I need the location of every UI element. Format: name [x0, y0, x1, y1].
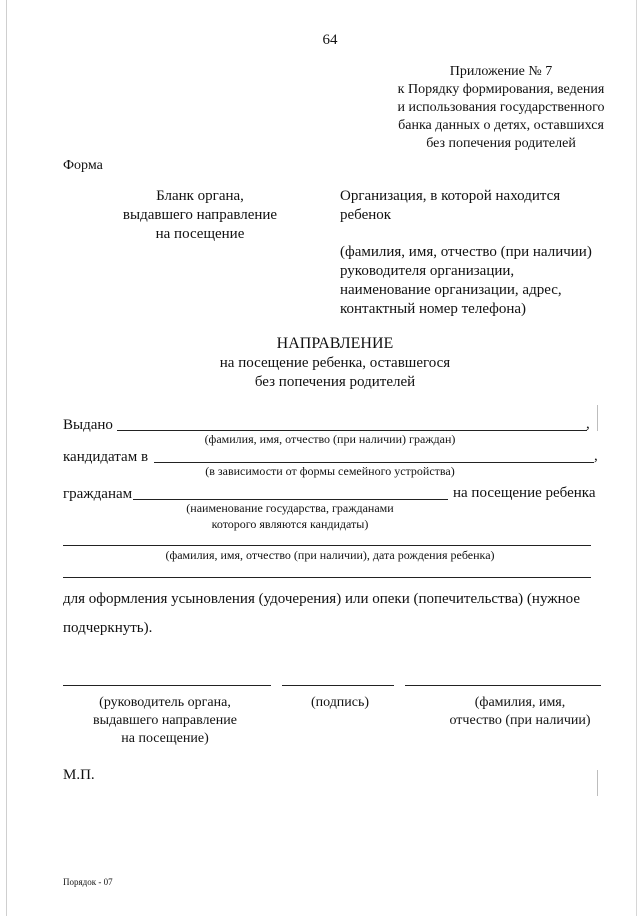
issuer-line: Бланк органа,: [156, 188, 244, 204]
recipient-line: руководителя организации,: [340, 263, 515, 279]
appendix-line: и использования государственного: [397, 100, 605, 115]
scan-right-edge: [636, 0, 637, 916]
document-title: [170, 334, 500, 392]
title-main: НАПРАВЛЕНИЕ: [276, 335, 394, 352]
signature-line[interactable]: [282, 685, 394, 686]
citizens-label: гражданам: [63, 486, 133, 502]
head-signature-line[interactable]: [63, 685, 271, 686]
name-caption-line: отчество (при наличии): [449, 713, 591, 728]
recipient-line: (фамилия, имя, отчество (при наличии): [340, 244, 592, 260]
recipient-line: ребенок: [340, 207, 392, 223]
title-sub: без попечения родителей: [254, 374, 416, 390]
form-label: Форма: [63, 158, 103, 173]
name-caption-line: (фамилия, имя,: [474, 695, 566, 710]
appendix-line: банка данных о детях, оставшихся: [398, 118, 604, 133]
issuer-block: [100, 187, 300, 244]
issuer-line: выдавшего направление: [122, 207, 278, 223]
signature-caption: (подпись): [310, 695, 370, 710]
issued-label: Выдано: [63, 417, 113, 433]
appendix-block: [386, 63, 616, 153]
title-sub: на посещение ребенка, оставшегося: [219, 355, 451, 371]
child-hint: (фамилия, имя, отчество (при наличии), дата рождения ребенка): [165, 548, 495, 562]
issued-hint: (фамилия, имя, отчество (при наличии) граждан): [204, 432, 456, 446]
name-caption: [430, 694, 610, 730]
head-caption-line: (руководитель органа,: [99, 695, 231, 710]
head-caption-line: на посещение): [121, 731, 209, 746]
purpose-line: подчеркнуть).: [63, 620, 153, 636]
stamp-label: М.П.: [63, 767, 95, 783]
appendix-line: к Порядку формирования, ведения: [397, 82, 605, 97]
footer-label: Порядок - 07: [63, 877, 113, 887]
appendix-line: Приложение № 7: [449, 64, 553, 79]
recipient-line: Организация, в которой находится: [340, 188, 561, 204]
candidates-label: кандидатам в: [63, 449, 149, 465]
scan-mark: [597, 405, 598, 431]
head-caption-line: выдавшего направление: [93, 713, 237, 728]
recipient-line: наименование организации, адрес,: [340, 282, 562, 298]
recipient-line: контактный номер телефона): [340, 301, 527, 317]
child-field-line[interactable]: [63, 545, 591, 546]
purpose-line: для оформления усыновления (удочерения) или опеки (попечительства) (нужное: [63, 591, 580, 607]
citizens-hint-line: (наименование государства, гражданами: [186, 501, 394, 515]
comma: ,: [586, 416, 590, 432]
head-caption: [65, 694, 265, 748]
recipient-block: [340, 187, 620, 319]
page-number: 64: [322, 32, 338, 48]
citizens-hint-line: которого являются кандидаты): [211, 517, 369, 531]
visit-label: на посещение ребенка: [453, 485, 596, 501]
issuer-line: на посещение: [155, 226, 245, 242]
name-signature-line[interactable]: [405, 685, 601, 686]
comma: ,: [594, 448, 598, 464]
citizens-hint: [160, 500, 420, 532]
appendix-line: без попечения родителей: [426, 136, 576, 151]
scan-mark: [597, 770, 598, 796]
candidates-hint: (в зависимости от формы семейного устройства): [205, 464, 455, 478]
child-field-line-2[interactable]: [63, 577, 591, 578]
scan-left-edge: [6, 0, 7, 916]
